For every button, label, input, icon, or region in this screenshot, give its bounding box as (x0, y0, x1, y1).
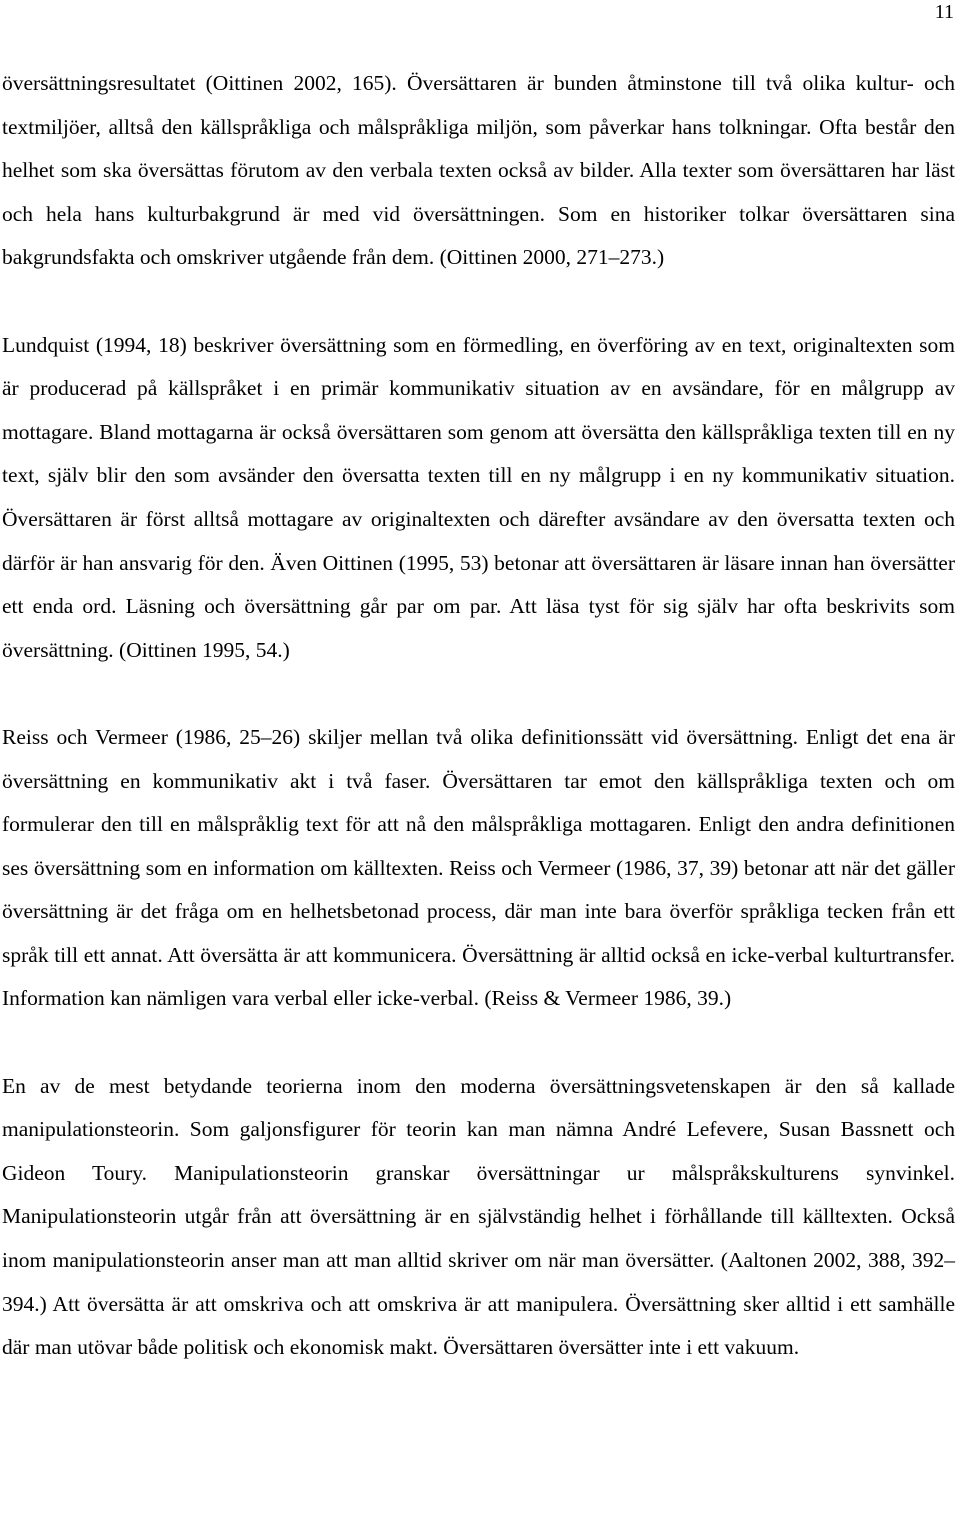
paragraph-2: Lundquist (1994, 18) beskriver översättning som en förmedling, en överföring av en text, originaltexten som är producerad på källspråket i en primär kommunikativ situation av en avsändare, för en målgrupp av mottagare. Bland mottagarna är också översättaren som genom att översätta den källspråkliga texten till en ny text, själv blir den som avsänder den översatta texten till en ny målgrupp i en ny kommunikativ situation. Översättaren är först alltså mottagare av originaltexten och därefter avsändare av den översatta texten och därför är han ansvarig för den. Även Oittinen (1995, 53) betonar att översättaren är läsare innan han översätter ett enda ord. Läsning och översättning går par om par. Att läsa tyst för sig själv har ofta beskrivits som översättning. (Oittinen 1995, 54.) (2, 332, 955, 662)
page-number: 11 (934, 1, 954, 23)
paragraph-4: En av de mest betydande teorierna inom den moderna översättningsvetenskapen är den så kallade manipulationsteorin. Som galjonsfigurer för teorin kan man nämna André Lefevere, Susan Bassnett och Gideon Toury. Manipulationsteorin granskar översättningar ur målspråkskulturens synvinkel. Manipulationsteorin utgår från att översättning är en självständig helhet i förhållande till källtexten. Också inom manipulationsteorin anser man att man alltid skriver om när man översätter. (Aaltonen 2002, 388, 392–394.) Att översätta är att omskriva och att omskriva är att manipulera. Översättning sker alltid i ett samhälle där man utövar både politisk och ekonomisk makt. Översättaren översätter inte i ett vakuum. (2, 1073, 955, 1360)
page-body (2, 62, 955, 1370)
paragraph-3: Reiss och Vermeer (1986, 25–26) skiljer mellan två olika definitionssätt vid översättning. Enligt det ena är översättning en kommunikativ akt i två faser. Översättaren tar emot den källspråkliga texten och om formulerar den till en målspråklig text för att nå den målspråkliga mottagaren. Enligt den andra definitionen ses översättning som en information om källtexten. Reiss och Vermeer (1986, 37, 39) betonar att när det gäller översättning är det fråga om en helhetsbetonad process, där man inte bara överför språkliga tecken från ett språk till ett annat. Att översätta är att kommunicera. Översättning är alltid också en icke-verbal kulturtransfer. Information kan nämligen vara verbal eller icke-verbal. (Reiss & Vermeer 1986, 39.) (2, 724, 955, 1011)
paragraph-1: översättningsresultatet (Oittinen 2002, 165). Översättaren är bunden åtminstone till två olika kultur- och textmiljöer, alltså den källspråkliga och målspråkliga miljön, som påverkar hans tolkningar. Ofta består den helhet som ska översättas förutom av den verbala texten också av bilder. Alla texter som översättaren har läst och hela hans kulturbakgrund är med vid översättningen. Som en historiker tolkar översättaren sina bakgrundsfakta och omskriver utgående från dem. (Oittinen 2000, 271–273.) (2, 71, 955, 270)
